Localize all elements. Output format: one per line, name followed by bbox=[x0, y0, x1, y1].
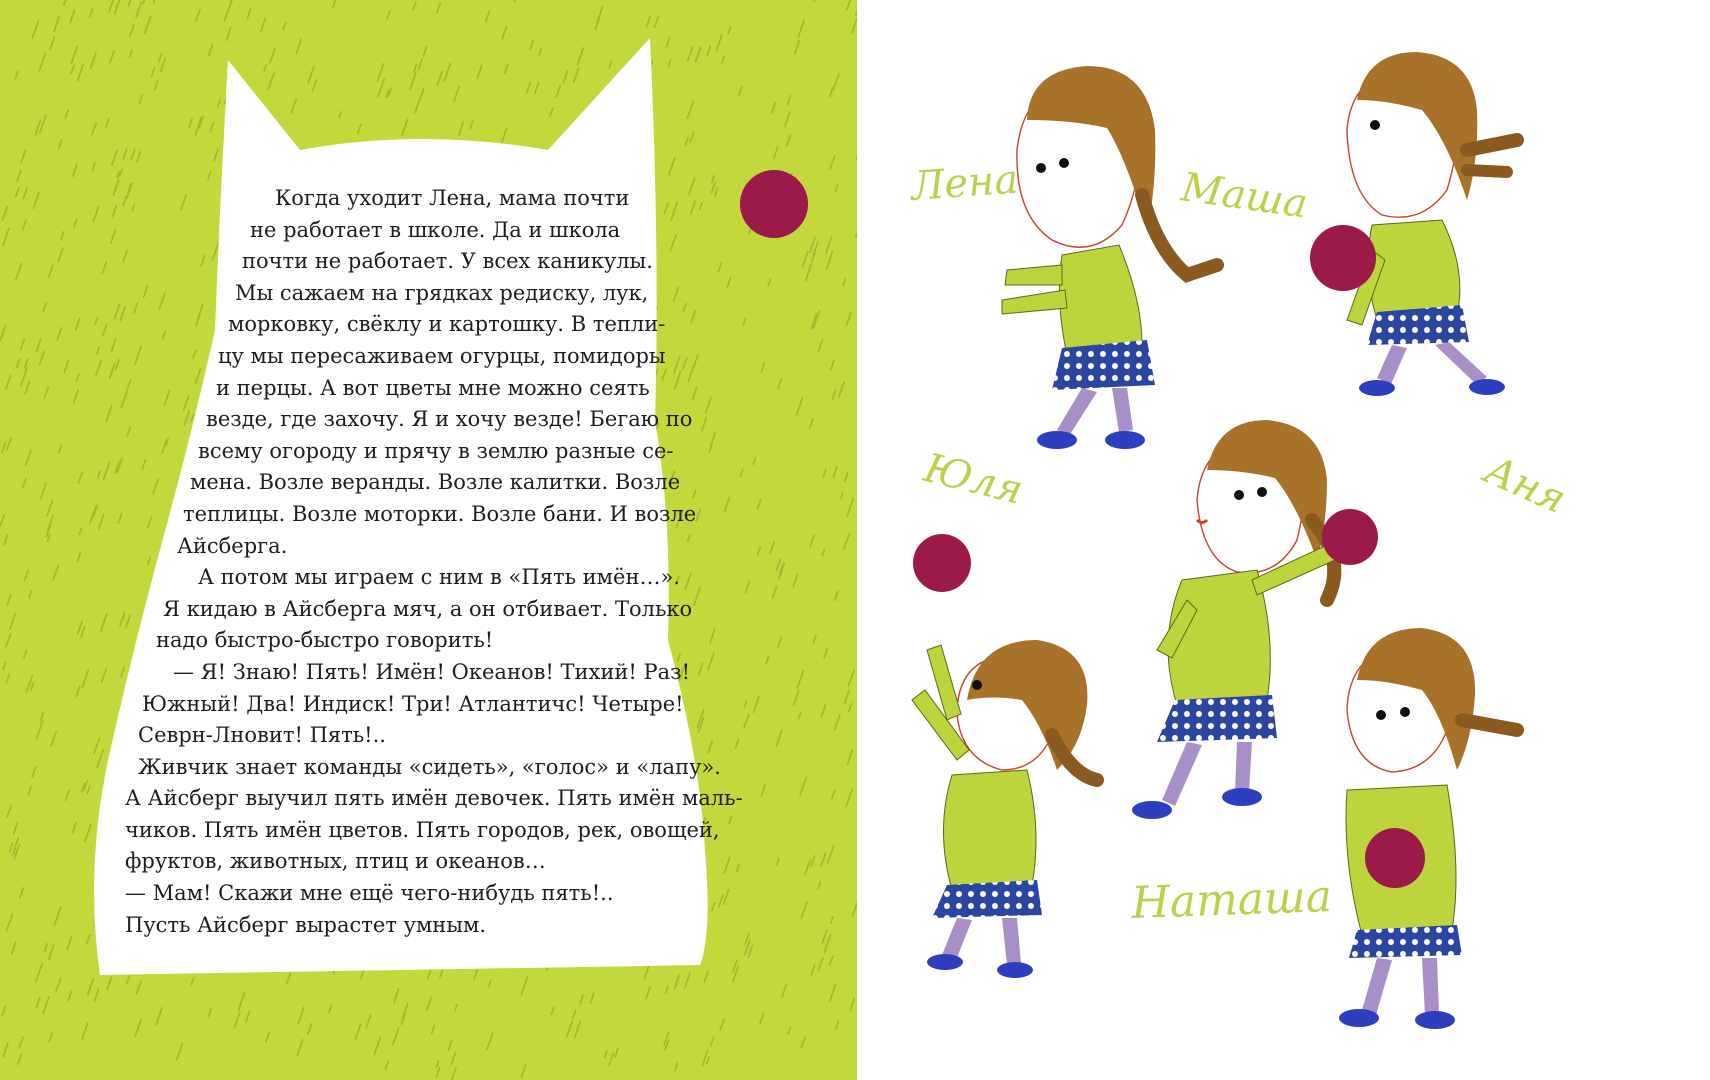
eye bbox=[1376, 710, 1386, 720]
leg bbox=[1057, 388, 1097, 436]
red-ball-icon bbox=[913, 534, 971, 592]
story-line: Я кидаю в Айсберга мяч, а он отбивает. Только bbox=[163, 596, 693, 621]
eye bbox=[1036, 163, 1046, 173]
arm bbox=[1002, 290, 1067, 314]
girl-natasha bbox=[1339, 628, 1517, 1029]
name-natasha: Наташа bbox=[1130, 871, 1333, 929]
leg bbox=[1162, 742, 1202, 806]
eye bbox=[1234, 490, 1244, 500]
red-ball-icon bbox=[1365, 828, 1425, 888]
shoe bbox=[997, 962, 1033, 978]
story-line: мена. Возле веранды. Возле калитки. Возле bbox=[190, 470, 681, 495]
leg bbox=[942, 918, 972, 960]
story-line: и перцы. А вот цветы мне можно сеять bbox=[216, 375, 650, 400]
girl-yulia bbox=[912, 534, 1097, 978]
story-line: Севрн-Лновит! Пять!.. bbox=[138, 723, 386, 748]
story-line: морковку, свёклу и картошку. В тепли- bbox=[228, 312, 666, 337]
story-line: везде, где захочу. Я и хочу везде! Бегаю по bbox=[206, 407, 693, 432]
shoe bbox=[1105, 431, 1145, 449]
name-anya: Аня bbox=[1477, 447, 1573, 523]
story-line: Мы сажаем на грядках редиску, лук, bbox=[235, 280, 649, 305]
girl-anya bbox=[1132, 420, 1378, 819]
shoe bbox=[1359, 380, 1395, 396]
braid bbox=[1462, 720, 1517, 730]
story-line: Живчик знает команды «сидеть», «голос» и «лапу». bbox=[138, 754, 721, 779]
story-line: надо быстро-быстро говорить! bbox=[156, 628, 494, 653]
girl-lena bbox=[1002, 66, 1217, 449]
red-ball-icon bbox=[740, 170, 808, 238]
skirt bbox=[1157, 695, 1277, 742]
sweater bbox=[1059, 245, 1142, 355]
name-yulia: Юля bbox=[919, 445, 1028, 514]
story-line: цу мы пересаживаем огурцы, помидоры bbox=[218, 343, 666, 368]
story-text bbox=[125, 183, 743, 941]
story-line: чиков. Пять имён цветов. Пять городов, рек, овощей, bbox=[125, 817, 720, 842]
eye bbox=[972, 680, 982, 690]
girl-masha bbox=[1347, 52, 1517, 396]
shoe bbox=[927, 954, 963, 970]
story-line: Пусть Айсберг вырастет умным. bbox=[125, 912, 487, 937]
eye bbox=[1059, 158, 1069, 168]
red-ball-icon bbox=[1322, 509, 1378, 565]
skirt bbox=[1052, 340, 1155, 390]
story-line: — Я! Знаю! Пять! Имён! Океанов! Тихий! Раз! bbox=[173, 659, 691, 684]
shoe bbox=[1037, 431, 1077, 449]
story-line: теплицы. Возле моторки. Возле бани. И возле bbox=[183, 501, 697, 526]
story-line: Южный! Два! Индиск! Три! Атлантичс! Четыре! bbox=[142, 691, 684, 716]
story-line: Айсберга. bbox=[177, 533, 288, 558]
skirt bbox=[932, 880, 1042, 918]
leg bbox=[1422, 958, 1439, 1015]
eye bbox=[1257, 487, 1267, 497]
story-line: — Мам! Скажи мне ещё чего-нибудь пять!.. bbox=[125, 881, 614, 906]
braid bbox=[1467, 170, 1507, 172]
red-ball-icon bbox=[1310, 225, 1376, 291]
story-line: фруктов, животных, птиц и океанов… bbox=[125, 849, 546, 874]
story-line: не работает в школе. Да и школа bbox=[250, 217, 621, 242]
shoe bbox=[1132, 801, 1172, 819]
name-masha: Маша bbox=[1178, 164, 1311, 228]
leg bbox=[1235, 742, 1252, 792]
story-line: А Айсберг выучил пять имён девочек. Пять имён маль- bbox=[125, 786, 743, 811]
story-line: Когда уходит Лена, мама почти bbox=[275, 186, 630, 210]
arm bbox=[1005, 265, 1062, 285]
skirt bbox=[1349, 925, 1462, 958]
shoe bbox=[1222, 788, 1262, 806]
shoe bbox=[1339, 1009, 1379, 1027]
eye bbox=[1400, 707, 1410, 717]
leg bbox=[1362, 958, 1392, 1015]
story-line: почти не работает. У всех каникулы. bbox=[242, 249, 653, 274]
sweater bbox=[944, 770, 1037, 890]
story-line: всему огороду и прячу в землю разные се- bbox=[198, 438, 674, 463]
braid bbox=[1467, 140, 1517, 150]
eye bbox=[1370, 120, 1380, 130]
shoe bbox=[1415, 1011, 1455, 1029]
leg bbox=[1002, 918, 1021, 965]
right-page bbox=[857, 0, 1710, 1080]
name-lena: Лена bbox=[909, 156, 1020, 210]
girls-illustration bbox=[857, 0, 1710, 1080]
shoe bbox=[1469, 379, 1505, 395]
leg bbox=[1377, 345, 1407, 384]
story-line: А потом мы играем с ним в «Пять имён…». bbox=[198, 565, 680, 590]
leg bbox=[1112, 388, 1133, 432]
leg bbox=[1435, 342, 1487, 385]
